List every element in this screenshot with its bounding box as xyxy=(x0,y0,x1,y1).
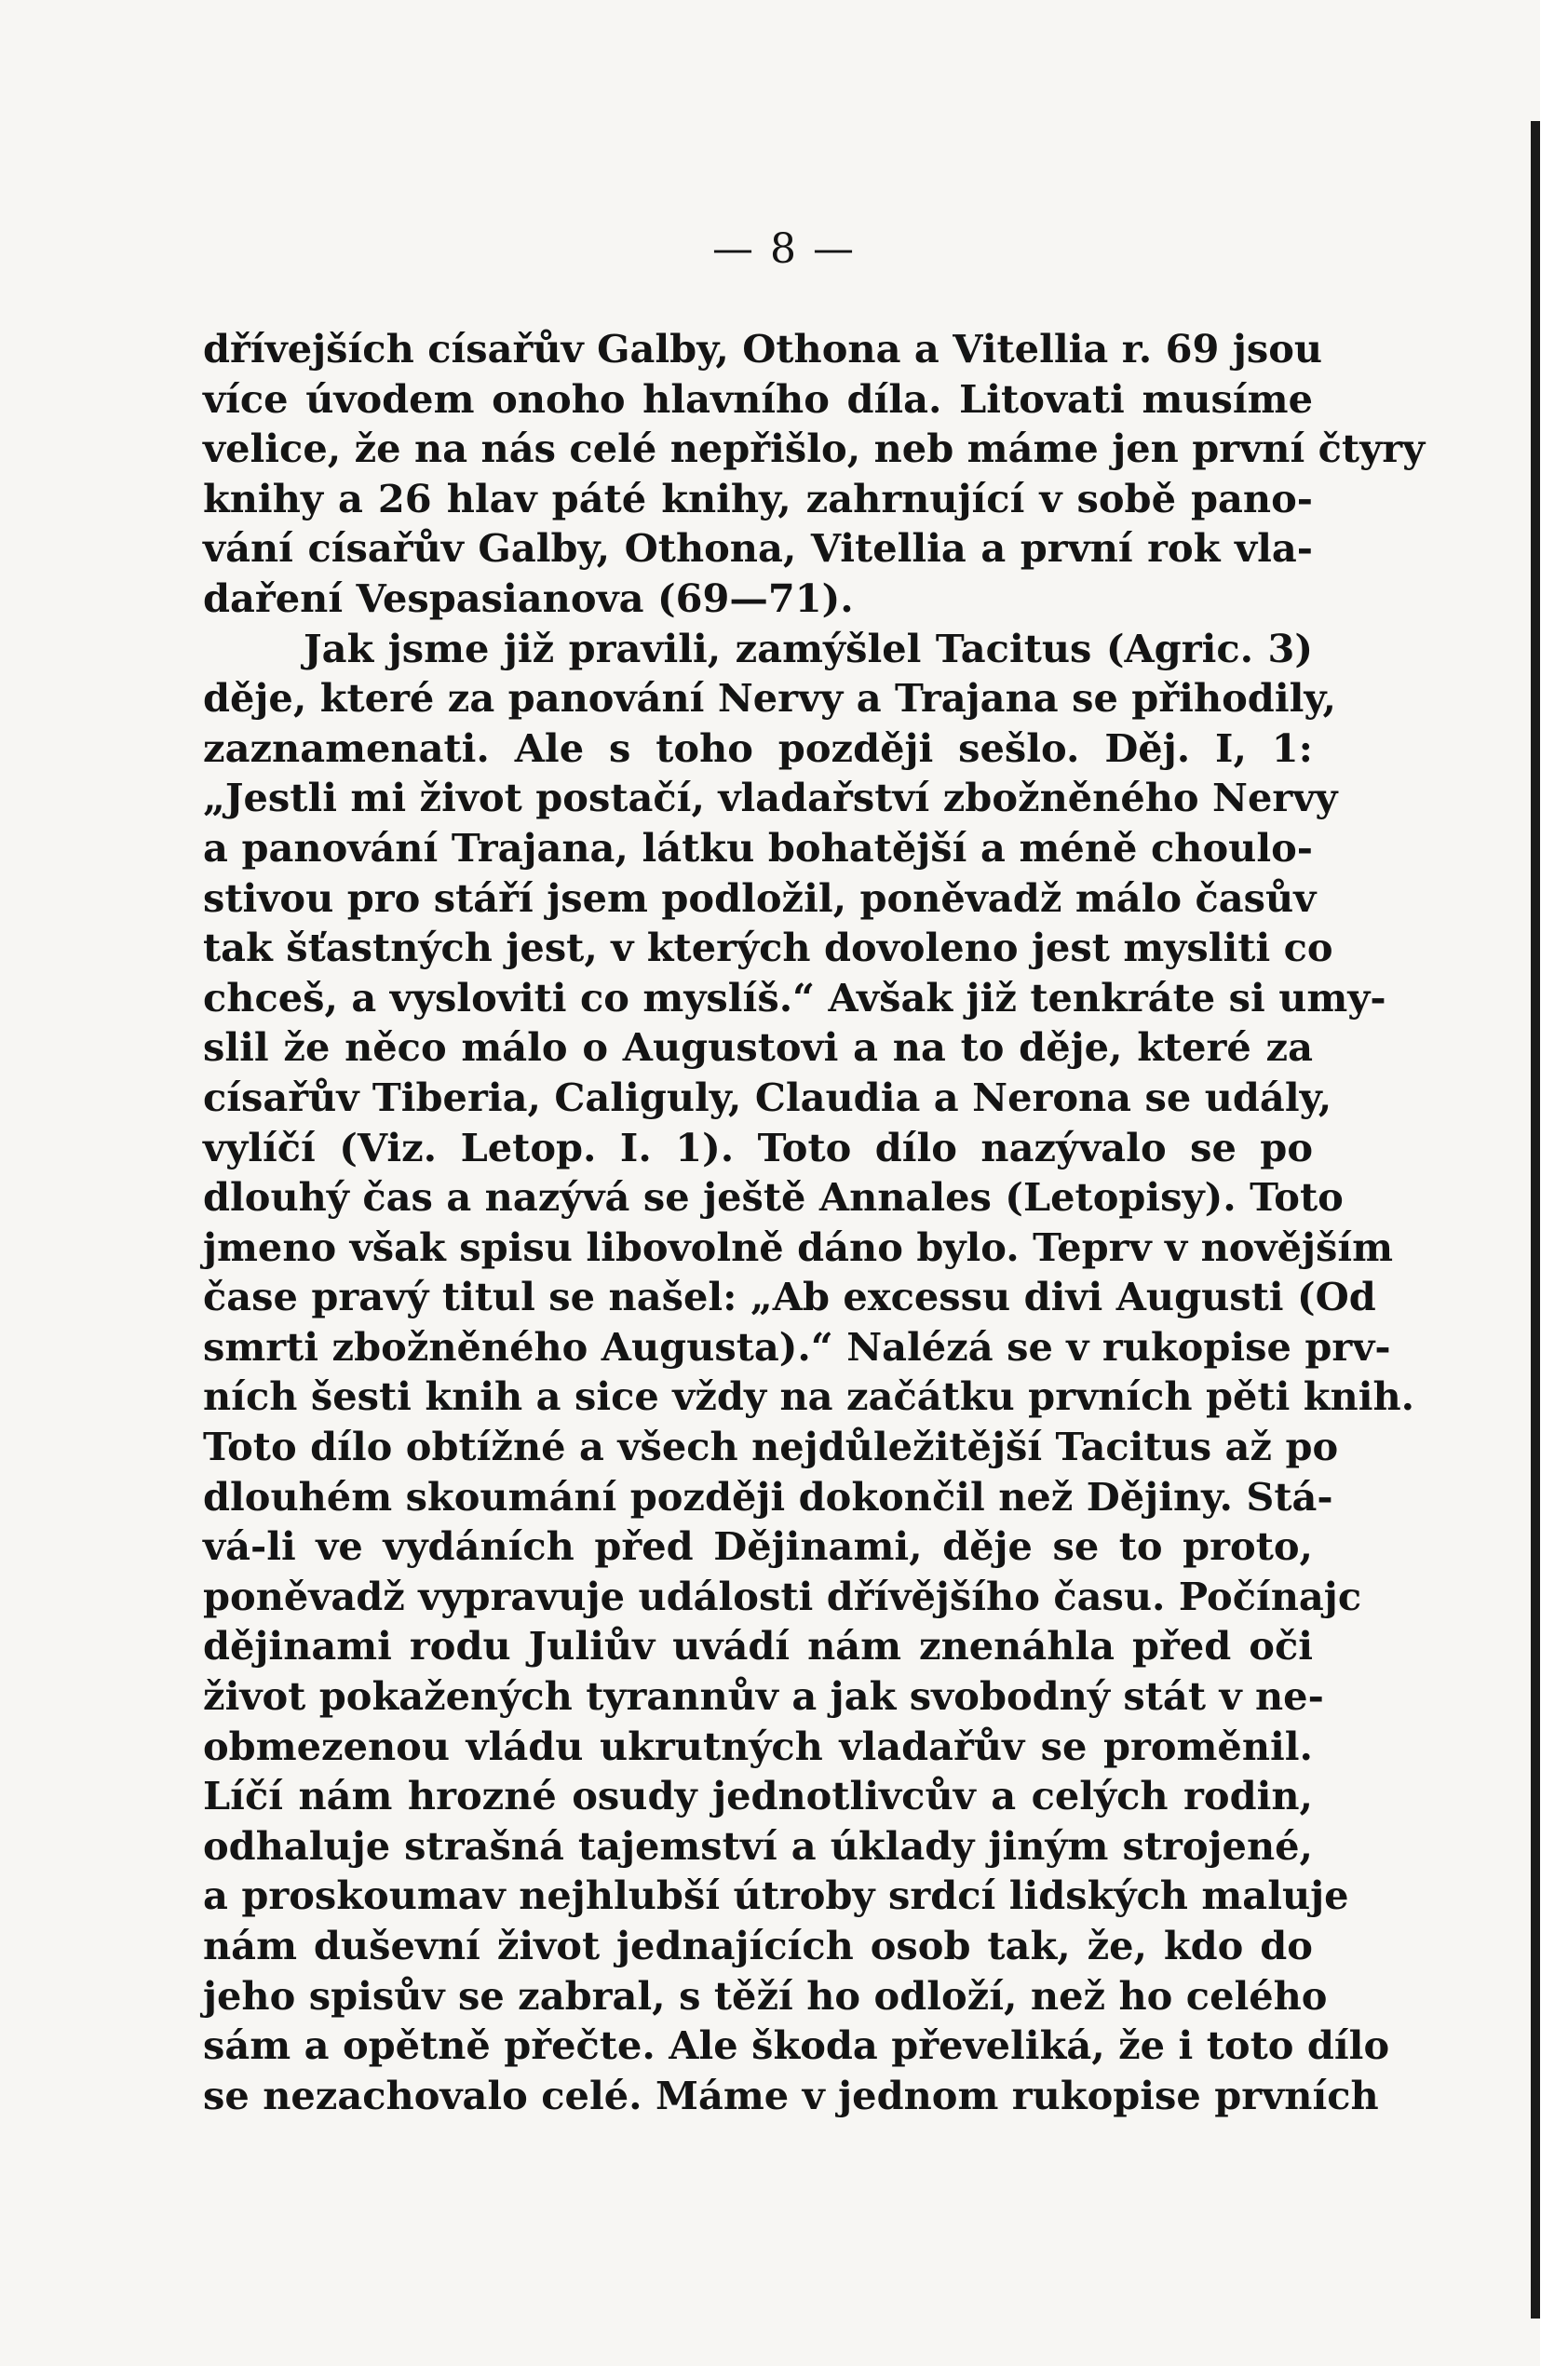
text-line: ních šesti knih a sice vždy na začátku prvních pěti knih. xyxy=(203,1373,1415,1420)
text-line: dlouhém skoumání později dokončil než Dějiny. Stá- xyxy=(203,1473,1333,1520)
body-text xyxy=(203,324,1426,2120)
text-line: smrti zbožněného Augusta).“ Nalézá se v rukopise prv- xyxy=(203,1323,1391,1370)
text-line: a panování Trajana, látku bohatější a méně choulo- xyxy=(203,824,1313,871)
text-line: dřívejších císařův Galby, Othona a Vitellia r. 69 jsou xyxy=(203,326,1323,372)
text-line: slil že něco málo o Augustovi a na to děje, které za xyxy=(203,1024,1313,1071)
text-line: tak šťastných jest, v kterých dovoleno jest mysliti co xyxy=(203,925,1333,971)
text-line: se nezachovalo celé. Máme v jednom rukopise prvních xyxy=(203,2072,1379,2118)
text-line: císařův Tiberia, Caliguly, Claudia a Nerona se udály, xyxy=(203,1074,1332,1120)
text-line: knihy a 26 hlav páté knihy, zahrnující v sobě pano- xyxy=(203,475,1313,521)
text-line: odhaluje strašná tajemství a úklady jiným strojené, xyxy=(203,1822,1313,1869)
text-line: vylíčí (Viz. Letop. I. 1). Toto dílo nazývalo se po xyxy=(203,1124,1313,1170)
text-line: dlouhý čas a nazývá se ještě Annales (Letopisy). Toto xyxy=(203,1174,1344,1221)
text-line: jmeno však spisu libovolně dáno bylo. Teprv v novějším xyxy=(203,1224,1394,1270)
text-line: vá-li ve vydáních před Dějinami, děje se to proto, xyxy=(203,1523,1313,1570)
text-line: více úvodem onoho hlavního díla. Litovati musíme xyxy=(203,375,1313,422)
text-line: vání císařův Galby, Othona, Vitellia a první rok vla- xyxy=(203,525,1313,572)
page-number: — 8 — xyxy=(712,225,856,273)
text-line: čase pravý titul se našel: „Ab excessu divi Augusti (Od xyxy=(203,1274,1376,1320)
text-line: velice, že na nás celé nepřišlo, neb máme jen první čtyry xyxy=(203,426,1426,472)
text-line: Toto dílo obtížné a všech nejdůležitější Tacitus až po xyxy=(203,1424,1339,1470)
text-line: „Jestli mi život postačí, vladařství zbožněného Nervy xyxy=(203,775,1338,821)
page-edge xyxy=(1540,0,1568,2366)
text-line: Jak jsme již pravili, zamýšlel Tacitus (Agric. 3) xyxy=(304,625,1313,671)
text-line: sám a opětně přečte. Ale škoda převeliká, že i toto dílo xyxy=(203,2022,1390,2069)
text-line: život pokažených tyrannův a jak svobodný stát v ne- xyxy=(203,1673,1324,1720)
binding-shadow xyxy=(1531,121,1540,2319)
text-line: děje, které za panování Nervy a Trajana se přihodily, xyxy=(203,675,1336,722)
text-line: stivou pro stáří jsem podložil, poněvadž málo časův xyxy=(203,874,1317,921)
text-line: Líčí nám hrozné osudy jednotlivcův a celých rodin, xyxy=(203,1773,1313,1819)
text-line: chceš, a vysloviti co myslíš.“ Avšak již tenkráte si umy- xyxy=(203,974,1386,1021)
text-line: zaznamenati. Ale s toho později sešlo. Děj. I, 1: xyxy=(203,724,1313,771)
text-line: daření Vespasianova (69—71). xyxy=(203,575,854,621)
text-line: nám duševní život jednajících osob tak, že, kdo do xyxy=(203,1923,1313,1968)
text-line: a proskoumav nejhlubší útroby srdcí lidských maluje xyxy=(203,1873,1349,1919)
text-line: obmezenou vládu ukrutných vladařův se proměnil. xyxy=(203,1723,1313,1769)
text-line: jeho spisův se zabral, s těží ho odloží, než ho celého xyxy=(203,1972,1328,2019)
text-line: dějinami rodu Juliův uvádí nám znenáhla před oči xyxy=(203,1623,1313,1670)
text-line: poněvadž vypravuje události dřívějšího času. Počínajc xyxy=(203,1573,1362,1619)
